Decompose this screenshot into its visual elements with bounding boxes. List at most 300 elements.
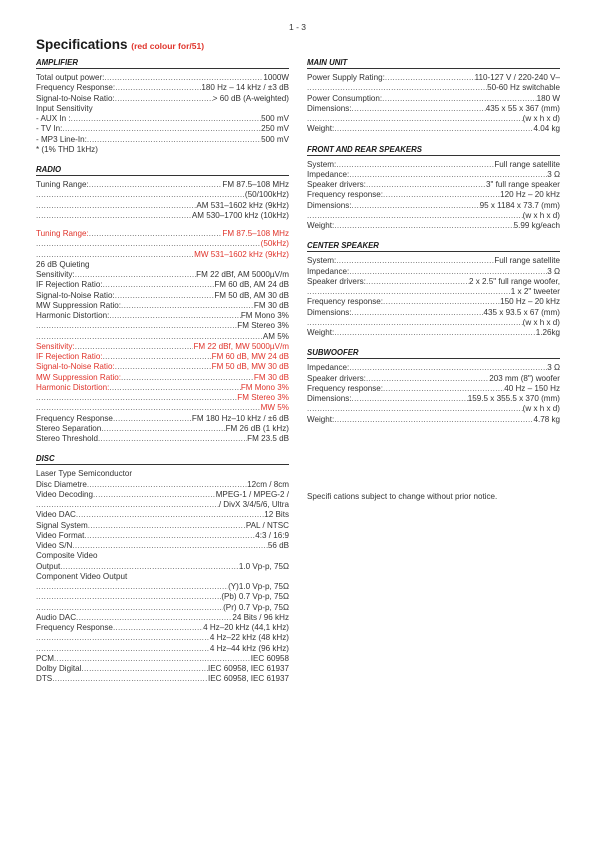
spec-value: 3 Ω bbox=[547, 363, 560, 373]
spec-value: 24 Bits / 96 kHz bbox=[232, 612, 289, 622]
spec-value: FM 30 dB bbox=[253, 300, 289, 310]
spec-label: Signal-to-Noise Ratio: bbox=[36, 93, 115, 103]
left-column bbox=[36, 58, 289, 695]
dot-leader bbox=[76, 613, 232, 623]
section-subwoofer bbox=[307, 348, 560, 425]
spec-row bbox=[36, 582, 289, 592]
spec-label: Video Decoding bbox=[36, 489, 93, 499]
spec-row bbox=[36, 373, 289, 383]
dot-leader bbox=[113, 623, 203, 633]
spec-row bbox=[307, 277, 560, 287]
spec-value: > 60 dB (A-weighted) bbox=[212, 93, 289, 103]
spec-row bbox=[307, 297, 560, 307]
dot-leader bbox=[349, 267, 547, 277]
dot-leader bbox=[36, 239, 261, 249]
spec-label: MW Suppression Ratio: bbox=[36, 372, 122, 382]
spec-row bbox=[36, 291, 289, 301]
spec-label: Sensitivity: bbox=[36, 341, 75, 351]
spec-row bbox=[36, 414, 289, 424]
title-text: Specifications bbox=[36, 37, 128, 52]
spec-row bbox=[36, 490, 289, 500]
spec-label: Output bbox=[36, 561, 61, 571]
dot-leader bbox=[334, 328, 535, 338]
spec-value: AM 531–1602 kHz (9kHz) bbox=[196, 200, 289, 210]
dot-leader bbox=[103, 280, 215, 290]
spec-row bbox=[307, 94, 560, 104]
spec-value: FM 87.5–108 MHz bbox=[222, 180, 289, 189]
spec-row bbox=[307, 404, 560, 414]
spec-value: 95 x 1184 x 73.7 (mm) bbox=[479, 200, 560, 210]
spec-label: - TV In: bbox=[36, 124, 63, 134]
spec-value: 120 Hz – 20 kHz bbox=[500, 190, 560, 200]
spec-row bbox=[307, 124, 560, 134]
title-subtitle: (red colour for/51) bbox=[131, 41, 205, 51]
spec-label: Harmonic Distortion: bbox=[36, 311, 110, 320]
spec-label: DTS bbox=[36, 674, 53, 684]
dot-leader bbox=[103, 352, 212, 362]
spec-value: (Pb) 0.7 Vp-p, 75Ω bbox=[221, 592, 289, 602]
spec-row bbox=[36, 403, 289, 413]
spec-row bbox=[36, 321, 289, 331]
dot-leader bbox=[36, 592, 221, 602]
spec-row bbox=[307, 190, 560, 200]
spec-row bbox=[36, 664, 289, 674]
dot-leader bbox=[109, 311, 241, 321]
dot-leader bbox=[36, 633, 210, 643]
spec-label: Weight: bbox=[307, 221, 335, 230]
dot-leader bbox=[36, 332, 263, 342]
spec-row bbox=[36, 311, 289, 321]
spec-label: Video Format bbox=[36, 530, 85, 540]
spec-row bbox=[36, 124, 289, 134]
spec-value: 12 Bits bbox=[264, 510, 289, 520]
spec-row bbox=[36, 500, 289, 510]
dot-leader bbox=[87, 135, 261, 145]
dot-leader bbox=[81, 664, 208, 674]
spec-value: 500 mV bbox=[261, 134, 289, 144]
dot-leader bbox=[352, 201, 480, 211]
dot-leader bbox=[36, 500, 219, 510]
spec-row bbox=[36, 562, 289, 572]
spec-row bbox=[36, 342, 289, 352]
spec-value: 4.78 kg bbox=[533, 414, 560, 424]
section-front-and-rear-speakers bbox=[307, 145, 560, 232]
spec-label: Signal System bbox=[36, 520, 88, 530]
spec-row bbox=[36, 603, 289, 613]
spec-label: IF Rejection Ratio: bbox=[36, 352, 103, 361]
dot-leader bbox=[383, 297, 500, 307]
section-main-unit bbox=[307, 58, 560, 135]
dot-leader bbox=[104, 73, 263, 83]
spec-value: FM Stereo 3% bbox=[237, 393, 289, 402]
spec-value: FM 22 dBf, AM 5000µV/m bbox=[196, 270, 289, 279]
spec-label: Dimensions: bbox=[307, 394, 352, 403]
spec-label: Composite Video bbox=[36, 551, 98, 561]
spec-row bbox=[36, 434, 289, 444]
section-center-speaker bbox=[307, 241, 560, 338]
spec-label: Audio DAC bbox=[36, 612, 77, 622]
dot-leader bbox=[36, 250, 194, 260]
spec-value: (w x h x d) bbox=[522, 210, 560, 220]
spec-value: 250 mV bbox=[261, 124, 289, 134]
dot-leader bbox=[383, 190, 500, 200]
dot-leader bbox=[115, 83, 201, 93]
spec-value: 159.5 x 355.5 x 370 (mm) bbox=[467, 394, 560, 403]
spec-row bbox=[307, 114, 560, 124]
spec-label: Signal-to-Noise Ratio: bbox=[36, 290, 115, 300]
spec-row bbox=[36, 201, 289, 211]
spec-label: Impedance: bbox=[307, 363, 350, 373]
dot-leader bbox=[36, 644, 210, 654]
dot-leader bbox=[36, 201, 196, 211]
spec-value: (50kHz) bbox=[260, 239, 289, 249]
dot-leader bbox=[352, 394, 468, 404]
spec-value: Full range satellite bbox=[494, 159, 560, 169]
dot-leader bbox=[109, 383, 241, 393]
dot-leader bbox=[52, 674, 208, 684]
spec-label: Impedance: bbox=[307, 266, 350, 276]
dot-leader bbox=[383, 384, 504, 394]
dot-leader bbox=[76, 510, 264, 520]
spec-value: 435 x 93.5 x 67 (mm) bbox=[483, 307, 560, 317]
dot-leader bbox=[334, 415, 533, 425]
spec-value: FM 60 dB, MW 24 dB bbox=[211, 352, 289, 361]
spec-value: PAL / NTSC bbox=[245, 520, 289, 530]
spec-row bbox=[36, 393, 289, 403]
spec-row bbox=[307, 201, 560, 211]
spec-label: * (1% THD 1kHz) bbox=[36, 144, 98, 154]
spec-label: Total output power: bbox=[36, 73, 105, 82]
spec-value: 1.0 Vp-p, 75Ω bbox=[238, 561, 289, 571]
spec-value: 150 Hz – 20 kHz bbox=[500, 297, 560, 307]
spec-value: 12cm / 8cm bbox=[247, 479, 289, 489]
spec-label: System: bbox=[307, 159, 337, 169]
spec-row bbox=[36, 260, 289, 270]
dot-leader bbox=[334, 124, 533, 134]
dot-leader bbox=[336, 256, 494, 266]
section-disc bbox=[36, 454, 289, 684]
spec-row bbox=[36, 332, 289, 342]
dot-leader bbox=[115, 362, 212, 372]
spec-row bbox=[307, 221, 560, 231]
dot-leader bbox=[36, 321, 237, 331]
section-heading: DISC bbox=[36, 454, 289, 465]
spec-value: 50-60 Hz switchable bbox=[487, 83, 560, 93]
spec-row bbox=[36, 531, 289, 541]
spec-value: IEC 60958 bbox=[250, 653, 289, 663]
dot-leader bbox=[84, 531, 255, 541]
spec-row bbox=[307, 267, 560, 277]
dot-leader bbox=[307, 287, 511, 297]
dot-leader bbox=[89, 180, 223, 190]
spec-row bbox=[307, 308, 560, 318]
spec-row bbox=[307, 415, 560, 425]
spec-row bbox=[36, 190, 289, 200]
dot-leader bbox=[336, 160, 494, 170]
spec-value: FM 180 Hz–10 kHz / ±6 dB bbox=[191, 413, 289, 423]
spec-row bbox=[36, 73, 289, 83]
disclaimer-note: Specifi cations subject to change without prior notice. bbox=[307, 492, 498, 501]
spec-value: 180 Hz – 14 kHz / ±3 dB bbox=[201, 83, 289, 93]
spec-row bbox=[307, 73, 560, 83]
spec-value: FM Mono 3% bbox=[240, 311, 289, 320]
spec-label: Dimensions: bbox=[307, 103, 352, 113]
spec-value: (Pr) 0.7 Vp-p, 75Ω bbox=[223, 602, 289, 612]
spec-label: Harmonic Distortion: bbox=[36, 382, 110, 392]
dot-leader bbox=[307, 211, 523, 221]
dot-leader bbox=[54, 654, 251, 664]
spec-row bbox=[36, 280, 289, 290]
spec-value: IEC 60958, IEC 61937 bbox=[208, 664, 289, 673]
spec-row bbox=[36, 229, 289, 239]
dot-leader bbox=[36, 190, 245, 200]
dot-leader bbox=[71, 114, 261, 124]
spec-value: MW 531–1602 kHz (9kHz) bbox=[194, 249, 289, 259]
spec-label: Input Sensitivity bbox=[36, 103, 93, 113]
spec-value: / DivX 3/4/5/6, Ultra bbox=[218, 500, 289, 509]
spec-row bbox=[36, 424, 289, 434]
spec-value: FM 23.5 dB bbox=[247, 434, 289, 443]
dot-leader bbox=[121, 373, 254, 383]
spec-value: 4 Hz–20 kHz (44,1 kHz) bbox=[203, 623, 289, 632]
spec-label: Video DAC bbox=[36, 510, 76, 520]
spec-value: FM 87.5–108 MHz bbox=[222, 229, 289, 238]
dot-leader bbox=[366, 374, 489, 384]
spec-value: 4.04 kg bbox=[533, 124, 560, 134]
spec-value: 1000W bbox=[263, 73, 289, 82]
section-heading: FRONT AND REAR SPEAKERS bbox=[307, 145, 560, 156]
spec-row bbox=[307, 374, 560, 384]
dot-leader bbox=[60, 562, 239, 572]
dot-leader bbox=[75, 342, 194, 352]
spec-row bbox=[307, 363, 560, 373]
spec-value: 5.99 kg/each bbox=[513, 221, 560, 230]
dot-leader bbox=[366, 180, 486, 190]
spec-label: Tuning Range: bbox=[36, 180, 89, 189]
spec-row bbox=[307, 160, 560, 170]
spec-row bbox=[36, 352, 289, 362]
dot-leader bbox=[352, 308, 484, 318]
spec-label: Power Consumption: bbox=[307, 93, 383, 103]
dot-leader bbox=[352, 104, 486, 114]
spec-label: - AUX In : bbox=[36, 114, 71, 123]
spec-value: 435 x 55 x 367 (mm) bbox=[485, 103, 560, 113]
spec-value: 1.26kg bbox=[535, 328, 560, 337]
spec-label: Dimensions: bbox=[307, 307, 352, 317]
spec-value: AM 530–1700 kHz (10kHz) bbox=[191, 210, 289, 220]
spec-row bbox=[36, 383, 289, 393]
section-heading: MAIN UNIT bbox=[307, 58, 560, 69]
spacer bbox=[36, 221, 289, 229]
spec-value: 180 W bbox=[536, 93, 560, 103]
spec-row bbox=[36, 572, 289, 582]
spec-value: (50/100kHz) bbox=[244, 190, 289, 200]
dot-leader bbox=[385, 73, 475, 83]
dot-leader bbox=[88, 521, 246, 531]
spec-value: 3 Ω bbox=[547, 266, 560, 276]
spec-label: IF Rejection Ratio: bbox=[36, 280, 103, 290]
dot-leader bbox=[349, 363, 547, 373]
dot-leader bbox=[307, 114, 523, 124]
spec-value: 4:3 / 16:9 bbox=[255, 530, 289, 540]
spec-label: System: bbox=[307, 256, 337, 266]
spec-row bbox=[307, 83, 560, 93]
spec-row bbox=[36, 633, 289, 643]
section-amplifier bbox=[36, 58, 289, 155]
spec-row bbox=[36, 480, 289, 490]
spec-row bbox=[307, 394, 560, 404]
spec-value: FM 26 dB (1 kHz) bbox=[225, 423, 289, 433]
spec-row bbox=[36, 521, 289, 531]
spec-label: Frequency response: bbox=[307, 297, 384, 307]
spec-value: FM 50 dB, MW 30 dB bbox=[211, 362, 289, 372]
spec-label: Stereo Separation bbox=[36, 423, 102, 433]
spec-label: Weight: bbox=[307, 124, 335, 134]
spec-label: 26 dB Quieting bbox=[36, 259, 90, 269]
spec-row bbox=[36, 510, 289, 520]
spec-row bbox=[36, 613, 289, 623]
spec-row bbox=[36, 644, 289, 654]
spec-value: 110-127 V / 220-240 V– bbox=[474, 73, 560, 82]
dot-leader bbox=[36, 603, 223, 613]
spec-row bbox=[307, 328, 560, 338]
spec-value: MW 5% bbox=[260, 403, 289, 413]
dot-leader bbox=[93, 490, 216, 500]
spec-label: Signal-to-Noise Ratio: bbox=[36, 362, 115, 372]
section-heading: AMPLIFIER bbox=[36, 58, 289, 69]
section-heading: SUBWOOFER bbox=[307, 348, 560, 359]
spec-label: Video S/N bbox=[36, 541, 73, 550]
dot-leader bbox=[36, 582, 228, 592]
spec-label: Frequency response: bbox=[307, 190, 384, 200]
spec-value: AM 5% bbox=[262, 331, 289, 341]
spec-value: 4 Hz–44 kHz (96 kHz) bbox=[209, 643, 289, 653]
dot-leader bbox=[36, 211, 192, 221]
spec-value: FM Mono 3% bbox=[240, 382, 289, 392]
spec-row bbox=[36, 270, 289, 280]
right-column bbox=[307, 58, 560, 435]
spec-row bbox=[36, 541, 289, 551]
spec-label: Dolby Digital bbox=[36, 664, 82, 673]
spec-label: Dimensions: bbox=[307, 200, 352, 210]
spec-value: FM Stereo 3% bbox=[237, 321, 289, 331]
spec-value: 3 Ω bbox=[547, 169, 560, 179]
spec-label: Impedance: bbox=[307, 169, 350, 179]
spec-label: Disc Diametre bbox=[36, 479, 87, 489]
dot-leader bbox=[36, 393, 237, 403]
spec-value: 3" full range speaker bbox=[486, 180, 560, 189]
dot-leader bbox=[72, 541, 268, 551]
dot-leader bbox=[87, 480, 247, 490]
section-heading: RADIO bbox=[36, 165, 289, 176]
dot-leader bbox=[307, 83, 487, 93]
spec-row bbox=[307, 256, 560, 266]
spec-row bbox=[36, 551, 289, 561]
spec-label: Sensitivity: bbox=[36, 270, 75, 279]
dot-leader bbox=[115, 291, 215, 301]
spec-row bbox=[36, 250, 289, 260]
spec-row bbox=[36, 239, 289, 249]
spec-label: Weight: bbox=[307, 328, 335, 337]
spec-value: FM 30 dB bbox=[253, 372, 289, 382]
spec-label: Speaker drivers: bbox=[307, 373, 366, 383]
spec-value: 2 x 2.5" full range woofer, bbox=[468, 276, 560, 286]
spec-label: Frequency response: bbox=[307, 383, 384, 393]
dot-leader bbox=[366, 277, 469, 287]
dot-leader bbox=[115, 94, 213, 104]
document-title bbox=[36, 37, 204, 52]
dot-leader bbox=[113, 414, 192, 424]
spec-value: (Y)1.0 Vp-p, 75Ω bbox=[228, 582, 289, 591]
spec-row bbox=[36, 623, 289, 633]
spec-row bbox=[307, 318, 560, 328]
dot-leader bbox=[349, 170, 547, 180]
spec-row bbox=[36, 135, 289, 145]
spec-value: 40 Hz – 150 Hz bbox=[504, 383, 560, 393]
spec-row bbox=[36, 114, 289, 124]
spec-value: 56 dB bbox=[267, 541, 289, 550]
spec-label: Speaker drivers: bbox=[307, 180, 366, 189]
spec-row bbox=[36, 362, 289, 372]
spec-row bbox=[36, 211, 289, 221]
spec-label: Power Supply Rating: bbox=[307, 73, 385, 82]
page-number: 1 - 3 bbox=[288, 22, 306, 32]
dot-leader bbox=[307, 318, 523, 328]
spec-value: FM 22 dBf, MW 5000µV/m bbox=[193, 341, 289, 351]
spec-label: Frequency Response: bbox=[36, 83, 116, 93]
spec-row bbox=[36, 469, 289, 479]
spec-label: Component Video Output bbox=[36, 571, 128, 581]
spec-row bbox=[36, 592, 289, 602]
spec-value: 500 mV bbox=[261, 114, 289, 123]
section-radio bbox=[36, 165, 289, 444]
dot-leader bbox=[121, 301, 254, 311]
spec-row bbox=[36, 674, 289, 684]
spec-value: Full range satellite bbox=[494, 256, 560, 266]
dot-leader bbox=[334, 221, 513, 231]
spec-label: Speaker drivers: bbox=[307, 276, 366, 286]
dot-leader bbox=[62, 124, 261, 134]
spec-row bbox=[36, 94, 289, 104]
spec-value: (w x h x d) bbox=[522, 404, 560, 414]
spec-value: MPEG-1 / MPEG-2 / bbox=[215, 489, 289, 499]
dot-leader bbox=[89, 229, 223, 239]
spec-label: Weight: bbox=[307, 414, 335, 424]
spec-value: (w x h x d) bbox=[522, 114, 560, 123]
spec-value: FM 50 dB, AM 30 dB bbox=[214, 290, 289, 300]
spec-value: 1 x 2" tweeter bbox=[510, 287, 560, 296]
spec-value: FM 60 dB, AM 24 dB bbox=[214, 280, 289, 290]
spec-label: - MP3 Line-In: bbox=[36, 134, 87, 144]
spec-row bbox=[307, 104, 560, 114]
spec-label: Tuning Range: bbox=[36, 229, 89, 238]
spec-label: Laser Type Semiconductor bbox=[36, 469, 133, 479]
dot-leader bbox=[382, 94, 536, 104]
dot-leader bbox=[101, 424, 225, 434]
dot-leader bbox=[98, 434, 247, 444]
dot-leader bbox=[307, 404, 523, 414]
spec-row bbox=[307, 180, 560, 190]
spec-row bbox=[36, 104, 289, 114]
spec-row bbox=[307, 287, 560, 297]
spec-row bbox=[36, 145, 289, 155]
spec-label: PCM bbox=[36, 653, 54, 663]
spec-row bbox=[36, 654, 289, 664]
spec-row bbox=[36, 180, 289, 190]
section-heading: CENTER SPEAKER bbox=[307, 241, 560, 252]
spec-row bbox=[307, 211, 560, 221]
spec-label: Stereo Threshold bbox=[36, 434, 98, 443]
